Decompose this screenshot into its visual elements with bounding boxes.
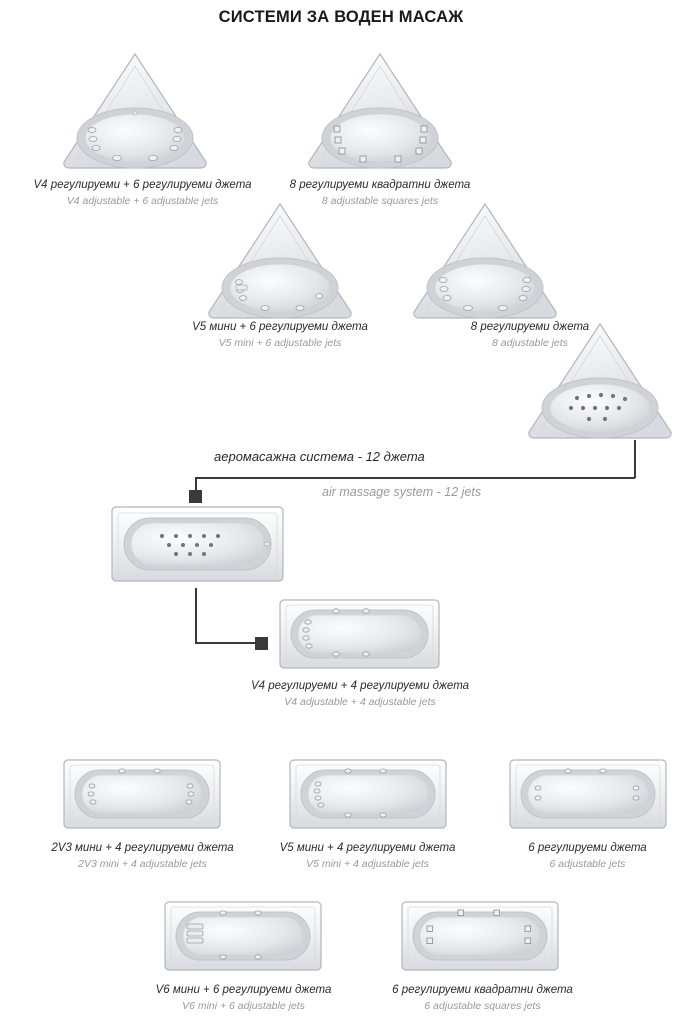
corner-tub-5-air xyxy=(525,320,675,452)
caption-en: 8 adjustable jets xyxy=(492,336,568,349)
rect-tub-2v3 xyxy=(62,758,222,830)
caption-en: V5 mini + 4 adjustable jets xyxy=(306,857,429,870)
caption-bg: V5 мини + 6 регулируеми джета xyxy=(192,321,368,333)
corner-tub-3 xyxy=(205,200,355,332)
rect-connector-endpoint-square xyxy=(255,637,268,650)
caption-bg: V5 мини + 4 регулируеми джета xyxy=(279,842,456,854)
rect-tub-air-large xyxy=(110,505,285,583)
caption-en: 8 adjustable squares jets xyxy=(321,194,439,207)
caption-bg: V6 мини + 6 регулируеми джета xyxy=(155,984,332,996)
caption-bg: 6 регулируеми квадратни джета xyxy=(392,984,573,996)
rect-connector-horizontal xyxy=(195,642,260,644)
air-system-label-bg: аеромасажна система - 12 джета xyxy=(214,449,425,464)
caption-en: 2V3 mini + 4 adjustable jets xyxy=(78,857,207,870)
caption-bg: 8 регулируеми джета xyxy=(470,321,590,333)
rect-tub-v4 xyxy=(278,598,441,670)
caption-rect-tub-v4 xyxy=(230,679,490,709)
air-system-label-en: air massage system - 12 jets xyxy=(322,485,482,499)
caption-bg: V4 регулируеми + 6 регулируеми джета xyxy=(33,179,252,191)
page-title: СИСТЕМИ ЗА ВОДЕН МАСАЖ xyxy=(218,8,464,26)
caption-en: V5 mini + 6 adjustable jets xyxy=(218,336,342,349)
caption-rect-tub-v6 xyxy=(116,983,371,1013)
caption-rect-tub-2v3 xyxy=(15,841,270,871)
caption-en: V4 adjustable + 4 adjustable jets xyxy=(284,695,436,708)
air-connector-endpoint-square xyxy=(189,490,202,503)
caption-bg: 6 регулируеми джета xyxy=(528,842,647,854)
caption-corner-tub-3 xyxy=(155,320,405,350)
rect-tub-v5 xyxy=(288,758,448,830)
rect-connector-vertical xyxy=(195,588,197,644)
caption-bg: V4 регулируеми + 4 регулируеми джета xyxy=(250,680,470,692)
caption-rect-tub-6sq xyxy=(355,983,610,1013)
caption-bg: 2V3 мини + 4 регулируеми джета xyxy=(51,842,234,854)
corner-tub-2 xyxy=(305,50,455,182)
corner-tub-1 xyxy=(60,50,210,182)
caption-en: V4 adjustable + 6 adjustable jets xyxy=(66,194,219,207)
rect-tub-v6 xyxy=(163,900,323,972)
rect-tub-6jets xyxy=(508,758,668,830)
corner-tub-4 xyxy=(410,200,560,332)
air-connector-horizontal xyxy=(195,477,635,479)
rect-tub-6sq xyxy=(400,900,560,972)
caption-en: 6 adjustable jets xyxy=(549,857,626,870)
caption-en: 6 adjustable squares jets xyxy=(424,999,541,1012)
caption-rect-tub-v5 xyxy=(240,841,495,871)
caption-bg: 8 регулируеми квадратни джета xyxy=(289,179,471,191)
caption-rect-tub-6jets xyxy=(465,841,682,871)
air-connector-vertical-right xyxy=(634,440,636,478)
caption-en: V6 mini + 6 adjustable jets xyxy=(182,999,305,1012)
